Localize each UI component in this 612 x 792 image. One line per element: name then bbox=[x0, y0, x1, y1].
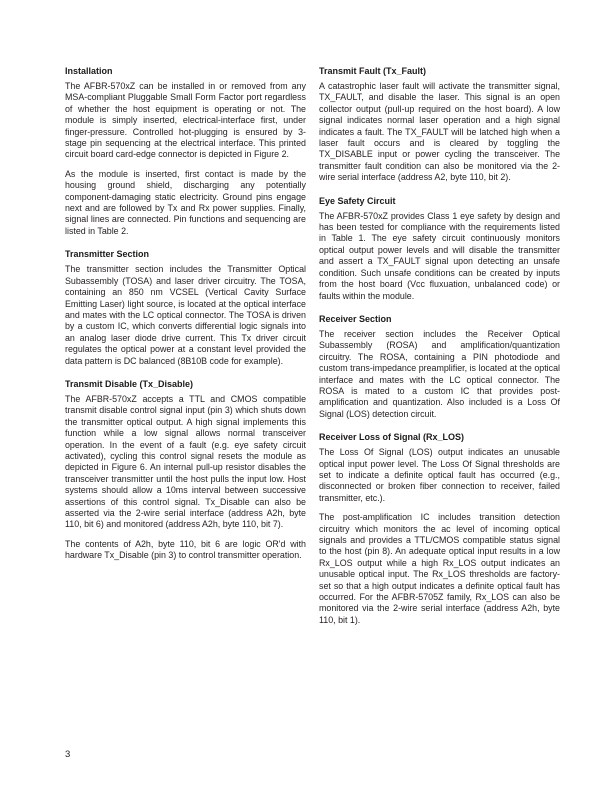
paragraph: A catastrophic laser fault will activate the transmitter signal, TX_FAULT, and disable the laser. This signal is an open collector output (pull-up required on the host board). A low signal indicates normal laser operation and a high signal indicates a fault. The TX_FAULT will be latched high when a laser fault occurs and is cleared by toggling the TX_DISABLE input or power cycling the transceiver. The transmitter fault condition can also be monitored via the 2-wire serial interface (address A2, byte 110, bit 2). bbox=[319, 81, 560, 183]
section-heading: Installation bbox=[65, 66, 113, 76]
section-installation bbox=[65, 66, 306, 237]
paragraph: The AFBR-570xZ can be installed in or removed from any MSA-compliant Pluggable Small Form Factor port regardless of whether the host equipment is operating or not. The module is simply inserted, electrical-interface first, under finger-pressure. Controlled hot-plugging is ensured by 3-stage pin sequencing at the electrical interface. This printed circuit board card-edge connector is depicted in Figure 2. bbox=[65, 81, 306, 160]
paragraph: The AFBR-570xZ accepts a TTL and CMOS compatible transmit disable control signal input (pin 3) which shuts down the transmitter optical output. A high signal implements this function while a low signal allows normal transceiver operation. In the event of a fault (e.g. eye safety circuit activated), cycling this control signal resets the module as depicted in Figure 6. An internal pull-up resistor disables the transceiver transmitter until the host pulls the input low. Host systems should allow a 10ms interval between successive assertions of this control signal. Tx_Disable can also be asserted via the 2-wire serial interface (address A2h, byte 110, bit 6) and monitored (address A2h, byte 110, bit 7). bbox=[65, 393, 306, 530]
page-content bbox=[65, 66, 560, 634]
left-column bbox=[65, 66, 306, 634]
paragraph: The receiver section includes the Receiver Optical Subassembly (ROSA) and amplification/quantization circuitry. The ROSA, containing a PIN photodiode and custom trans-impedance preamplifier, is located at the optical interface and mates with the LC optical connector. The ROSA is mated to a custom IC that provides post-amplification and quantization. Also included is a Loss Of Signal (LOS) detection circuit. bbox=[319, 328, 560, 419]
section-heading: Transmit Fault (Tx_Fault) bbox=[319, 66, 427, 76]
section-transmit-fault bbox=[319, 66, 560, 184]
section-heading: Eye Safety Circuit bbox=[319, 195, 396, 206]
section-heading: Receiver Loss of Signal (Rx_LOS) bbox=[319, 432, 465, 443]
paragraph: The transmitter section includes the Transmitter Optical Subassembly (TOSA) and laser driver circuitry. The TOSA, containing an 850 nm VCSEL (Vertical Cavity Surface Emitting Laser) light source, is located at the optical interface and mates with the LC optical connector. The TOSA is driven by a custom IC, which converts differential logic signals into an analog laser diode drive current. This Tx driver circuit regulates the optical power at a constant level provided the data pattern is DC balanced (8B10B code for example). bbox=[65, 264, 306, 366]
paragraph: The post-amplification IC includes transition detection circuitry which monitors the ac level of incoming optical signals and provides a TTL/CMOS compatible status signal to the host (pin 8). An adequate optical input results in a low Rx_LOS output while a high Rx_LOS output indicates an unusable optical input. The Rx_LOS thresholds are factory-set so that a high output indicates a definite optical fault has occurred. For the AFBR-5705Z family, Rx_LOS can also be monitored via the 2-wire serial interface (address A2h, byte 110, bit 1). bbox=[319, 512, 560, 625]
paragraph: The Loss Of Signal (LOS) output indicates an unusable optical input power level. The Loss Of Signal thresholds are set to indicate a definite optical fault has occurred (e.g., disconnected or broken fiber connection to receiver, failed transmitter, etc.). bbox=[319, 447, 560, 503]
section-receiver-los bbox=[319, 432, 560, 626]
paragraph: The AFBR-570xZ provides Class 1 eye safety by design and has been tested for compliance with the requirements listed in Table 1. The eye safety circuit continuously monitors optical output power levels and will disable the transmitter and assert a TX_FAULT signal upon detecting an unsafe condition. Such unsafe conditions can be created by inputs from the host board (Vcc fluxuation, unbalanced code) or faults within the module. bbox=[319, 210, 560, 301]
paragraph: The contents of A2h, byte 110, bit 6 are logic OR'd with hardware Tx_Disable (pin 3) to control transmitter operation. bbox=[65, 538, 306, 561]
right-column bbox=[319, 66, 560, 634]
section-receiver bbox=[319, 314, 560, 420]
section-transmit-disable bbox=[65, 379, 306, 562]
section-eye-safety bbox=[319, 196, 560, 302]
section-transmitter bbox=[65, 249, 306, 367]
page-number: 3 bbox=[65, 749, 71, 760]
section-heading: Transmitter Section bbox=[65, 249, 150, 260]
paragraph: As the module is inserted, first contact is made by the housing ground shield, discharging any potentially component-damaging static electricity. Ground pins engage next and are followed by Tx and Rx power supplies. Finally, signal lines are connected. Pin functions and sequencing are listed in Table 2. bbox=[65, 168, 306, 236]
section-heading: Transmit Disable (Tx_Disable) bbox=[65, 378, 194, 389]
section-heading: Receiver Section bbox=[319, 313, 392, 324]
